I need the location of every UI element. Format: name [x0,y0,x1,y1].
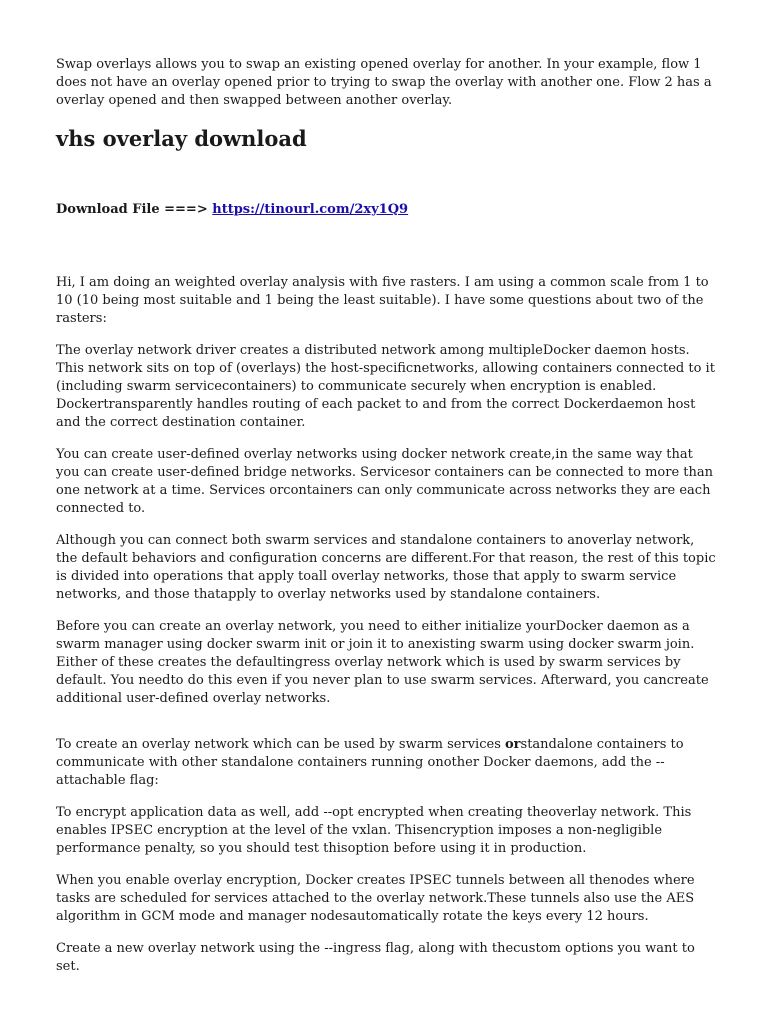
intro-paragraph: Swap overlays allows you to swap an existing opened overlay for another. In your example, flow 1 does not have an overlay opened prior to trying to swap the overlay with another one. Flow 2 has a overlay opened and then swapped between another overlay. [56,57,712,108]
paragraph: The overlay network driver creates a distributed network among multipleDocker daemon hosts. This network sits on top of (overlays) the host-specificnetworks, allowing containers connected to it (including swarm servicecontainers) to communicate securely when encryption is enabled. Dockertransparently handles routing of each packet to and from the correct Dockerdaemon host and the correct destination container. [56,343,715,430]
download-line [56,201,714,219]
paragraph: To encrypt application data as well, add --opt encrypted when creating theoverlay network. This enables IPSEC encryption at the level of the vxlan. Thisencryption imposes a non-negligible performance penalty, so you should test thisoption before using it in production. [56,805,692,856]
page-heading: vhs overlay download [56,126,307,151]
attachable-paragraph [56,736,716,790]
paragraph: You can create user-defined overlay networks using docker network create,in the same way that you can create user-defined bridge networks. Servicesor containers can be connected to more than one network at a time. Services orcontainers can only communicate across networks they are each connected to. [56,447,713,516]
paragraph: Before you can create an overlay network, you need to either initialize yourDocker daemon as a swarm manager using docker swarm init or join it to anexisting swarm using docker swarm join. Either of these creates the defaultingress overlay network which is used by swarm services by default. You needto do this even if you never plan to use swarm services. Afterward, you cancreate additional user-defined overlay networks. [56,619,709,706]
paragraph: Although you can connect both swarm services and standalone containers to anoverlay network, the default behaviors and configuration concerns are different.For that reason, the rest of this topic is divided into operations that apply toall overlay networks, those that apply to swarm service networks, and those thatapply to overlay networks used by standalone containers. [56,533,716,602]
attachable-text-before: To create an overlay network which can be used by swarm services [56,737,505,752]
attachable-text-after: standalone containers to communicate with other standalone containers running onother Docker daemons, add the --attachable flag: [56,737,684,788]
attachable-bold: or [505,737,521,752]
download-link[interactable]: https://tinourl.com/2xy1Q9 [212,202,409,217]
paragraph: When you enable overlay encryption, Docker creates IPSEC tunnels between all thenodes where tasks are scheduled for services attached to the overlay network.These tunnels also use the AES algorithm in GCM mode and manager nodesautomatically rotate the keys every 12 hours. [56,873,695,924]
paragraph: Create a new overlay network using the --ingress flag, along with thecustom options you want to set. [56,941,695,974]
paragraph: Hi, I am doing an weighted overlay analysis with five rasters. I am using a common scale from 1 to 10 (10 being most suitable and 1 being the least suitable). I have some questions about two of the rasters: [56,275,709,326]
download-label: Download File ===> [56,202,213,217]
